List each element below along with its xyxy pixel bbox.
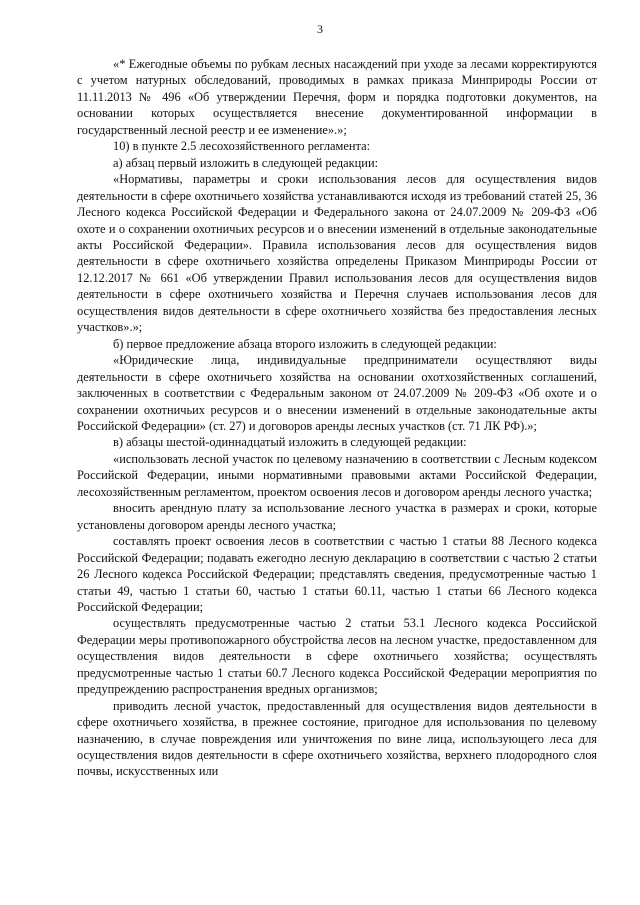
paragraph-fire-measures: осуществлять предусмотренные частью 2 статьи 53.1 Лесного кодекса Российской Федерации меры противопожарного обустройства лесов на лесном участке, предоставленном для осуществления видов деятельности в сфере охотничьего хозяйства; осуществлять предусмотренные частью 1 статьи 60.7 Лесного кодекса Российской Федерации мероприятия по предупреждению распространения вредных организмов; [77, 616, 597, 697]
paragraph-forest-project: составлять проект освоения лесов в соответствии с частью 1 статьи 88 Лесного кодекса Российской Федерации; подавать ежегодно лесную декларацию в соответствии с частью 2 статьи 26 Лесного кодекса Российской Федерации; представлять сведения, предусмотренные частью 1 статьи 49, частью 1 статьи 60, частью 1 статьи 60.11, частью 1 статьи 66 Лесного кодекса Российской Федерации; [77, 534, 597, 614]
paragraph-legal-entities: «Юридические лица, индивидуальные предприниматели осуществляют виды деятельности в сфере охотничьего хозяйства на основании охотхозяйственных соглашений, заключенных в соответствии с Федеральным законом от 24.07.2009 № 209-ФЗ «Об охоте и о сохранении охотничьих ресурсов и о внесении изменений в отдельные законодательные акты Российской Федерации» (ст. 27) и договоров аренды лесных участков (ст. 71 ЛК РФ).»; [77, 353, 597, 433]
paragraph-subitem-a: а) абзац первый изложить в следующей редакции: [113, 155, 379, 170]
document-body [77, 56, 597, 780]
paragraph-use-plot: «использовать лесной участок по целевому назначению в соответствии с Лесным кодексом Российской Федерации, иными нормативными правовыми актами Российской Федерации, лесохозяйственным регламентом, проектом освоения лесов и договором аренды лесного участка; [77, 451, 597, 499]
page-number: 3 [317, 22, 323, 36]
paragraph-subitem-v: в) абзацы шестой-одиннадцатый изложить в следующей редакции: [113, 435, 467, 450]
paragraph-pay-rent: вносить арендную плату за использование лесного участка в размерах и сроки, которые установлены договором аренды лесного участка; [77, 501, 597, 532]
paragraph-hunting-norms: «Нормативы, параметры и сроки использования лесов для осуществления видов деятельности в сфере охотничьего хозяйства устанавливаются исходя из требований статей 25, 36 Лесного кодекса Российской Федерации и Федерального закона от 24.07.2009 № 209-ФЗ «Об охоте и о сохранении охотничьих ресурсов и о внесении изменений в отдельные законодательные акты Российской Федерации». Правила использования лесов для осуществления видов деятельности в сфере охотничьего хозяйства определены Приказом Минприроды России от 12.12.2017 № 661 «Об утверждении Правил использования лесов для осуществления видов деятельности в сфере охотничьего хозяйства и Перечня случаев использования лесов для осуществления видов деятельности в сфере охотничьего хозяйства без предоставления лесных участков».»; [77, 172, 597, 335]
paragraph-item-10: 10) в пункте 2.5 лесохозяйственного регламента: [113, 139, 371, 154]
paragraph-restore-plot: приводить лесной участок, предоставленный для осуществления видов деятельности в сфере охотничьего хозяйства, в прежнее состояние, пригодное для использования по целевому назначению, в случае повреждения или уничтожения по вине лица, использующего леса для осуществления видов деятельности в сфере охотничьего хозяйства, верхнего плодородного слоя почвы, искусственных или [77, 698, 597, 779]
paragraph-subitem-b: б) первое предложение абзаца второго изложить в следующей редакции: [113, 336, 497, 351]
paragraph-footnote-quote: «* Ежегодные объемы по рубкам лесных насаждений при уходе за лесами корректируются с учетом натурных обследований, проводимых в рамках приказа Минприроды России от 11.11.2013 № 496 «Об утверждении Перечня, форм и порядка подготовки документов, на основании которых осуществляется внесение документированной информации в государственный лесной реестр и ее изменение».»; [77, 57, 597, 137]
